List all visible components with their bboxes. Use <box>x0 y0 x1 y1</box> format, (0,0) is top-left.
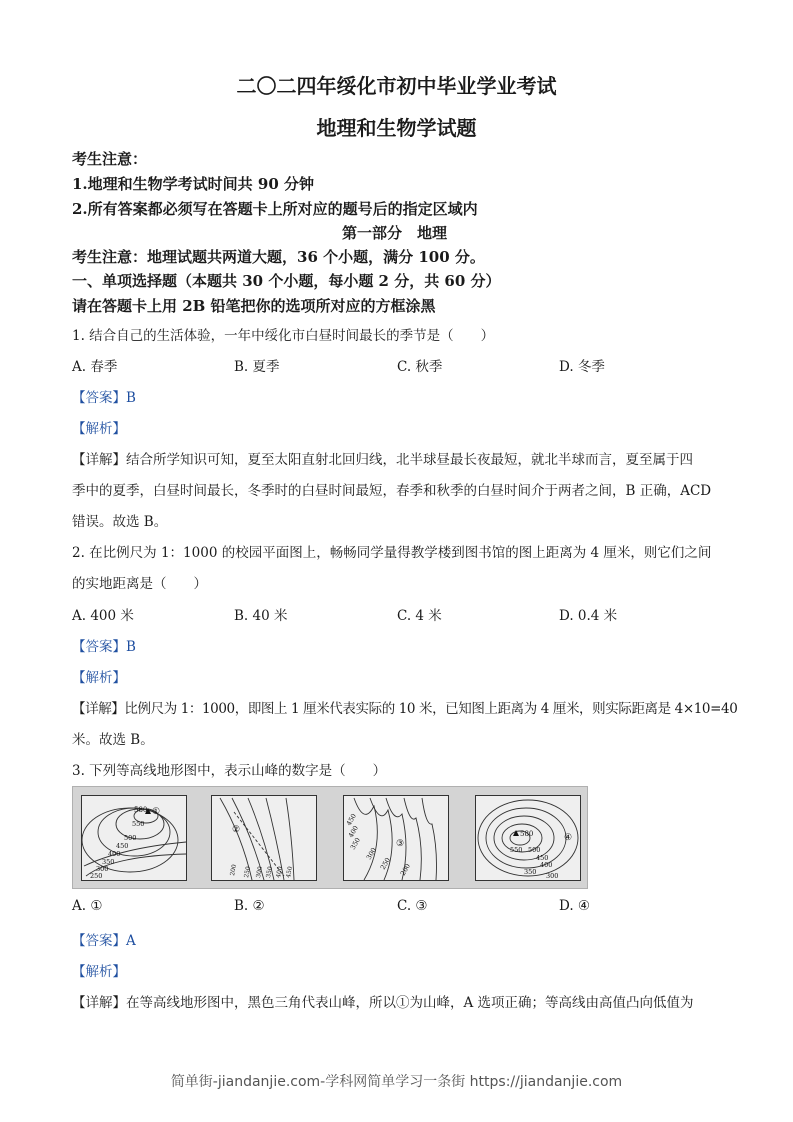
contour-label: 300 <box>96 865 109 873</box>
contour-label: 450 <box>344 812 358 827</box>
contour-label: 400 <box>346 824 360 839</box>
marker-1: ① <box>152 807 161 817</box>
q2-option-a: A. 400 米 <box>72 608 134 624</box>
marker-2: ② <box>232 825 241 835</box>
q1-detail-line-2: 季中的夏季，白昼时间最长，冬季时的白昼时间最短，春季和秋季的白昼时间介于两者之间，B 正确，ACD <box>72 483 712 499</box>
contour-label: 300 <box>546 872 559 880</box>
contour-label: 580 <box>520 830 534 838</box>
geo-notice: 考生注意：地理试题共两道大题，36 个小题，满分 100 分。 <box>72 248 485 266</box>
q2-stem-line-2: 的实地距离是（ ） <box>72 576 207 592</box>
q3-detail-line-1: 【详解】在等高线地形图中，黑色三角代表山峰，所以①为山峰，A 选项正确；等高线由高值凸向低值为 <box>72 995 694 1011</box>
contour-label: 250 <box>378 856 392 871</box>
q1-option-d: D. 冬季 <box>559 359 605 375</box>
q2-detail-line-2: 米。故选 B。 <box>72 732 154 748</box>
contour-label: 250 <box>90 872 103 880</box>
marker-4: ④ <box>564 833 573 843</box>
contour-label: 400 <box>108 850 121 858</box>
q3-option-c: C. ③ <box>397 898 428 914</box>
contour-label: 580 <box>134 806 148 814</box>
q2-analysis-label: 【解析】 <box>72 670 126 686</box>
q2-option-c: C. 4 米 <box>397 608 442 624</box>
contour-label: 450 <box>285 865 294 879</box>
contour-panel-1 <box>81 795 187 881</box>
q2-detail-line-1: 【详解】比例尺为 1：1000，即图上 1 厘米代表实际的 10 米，已知图上距离为 4 厘米，则实际距离是 4×10=40 <box>72 701 738 717</box>
q2-answer: 【答案】B <box>72 639 136 655</box>
contour-label: 550 <box>510 846 523 854</box>
contour-panel-3 <box>343 795 449 881</box>
q1-option-b: B. 夏季 <box>234 359 280 375</box>
contour-label: 200 <box>229 863 238 877</box>
contour-label: 350 <box>265 865 274 879</box>
q3-option-b: B. ② <box>234 898 265 914</box>
contour-label: 500 <box>124 834 137 842</box>
contour-label: 350 <box>524 868 537 876</box>
notice-line-2: 2.所有答案都必须写在答题卡上所对应的题号后的指定区域内 <box>72 200 478 218</box>
q3-answer: 【答案】A <box>72 933 136 949</box>
contour-panel-2 <box>211 795 317 881</box>
notice-line-1: 1.地理和生物学考试时间共 90 分钟 <box>72 175 314 193</box>
q2-option-d: D. 0.4 米 <box>559 608 618 624</box>
q1-stem: 1. 结合自己的生活体验，一年中绥化市白昼时间最长的季节是（ ） <box>72 328 495 344</box>
contour-label: 500 <box>528 846 541 854</box>
exam-subtitle: 地理和生物学试题 <box>316 116 477 140</box>
q3-stem: 3. 下列等高线地形图中，表示山峰的数字是（ ） <box>72 763 387 779</box>
contour-label: 350 <box>102 858 115 866</box>
q1-option-c: C. 秋季 <box>397 359 443 375</box>
part-heading: 第一部分 地理 <box>342 224 448 242</box>
q1-option-a: A. 春季 <box>72 359 118 375</box>
contour-label: 300 <box>255 865 264 879</box>
contour-label: 300 <box>364 846 378 861</box>
contour-map-figure <box>72 786 588 889</box>
q2-stem-line-1: 2. 在比例尺为 1：1000 的校园平面图上，畅畅同学量得教学楼到图书馆的图上距离为 4 厘米，则它们之间 <box>72 545 712 561</box>
contour-label: 550 <box>132 820 145 828</box>
q1-answer: 【答案】B <box>72 390 136 406</box>
q2-option-b: B. 40 米 <box>234 608 288 624</box>
contour-label: 200 <box>398 862 412 877</box>
contour-label: 450 <box>116 842 129 850</box>
contour-label: 400 <box>540 861 553 869</box>
exam-title: 二〇二四年绥化市初中毕业学业考试 <box>236 74 557 98</box>
contour-panel-4 <box>475 795 581 881</box>
q1-analysis-label: 【解析】 <box>72 421 126 437</box>
footer-watermark: 简单街-jiandanjie.com-学科网简单学习一条街 https://jiandanjie.com <box>170 1074 623 1090</box>
q1-detail-line-3: 错误。故选 B。 <box>72 514 168 530</box>
instruction: 请在答题卡上用 2B 铅笔把你的选项所对应的方框涂黑 <box>72 297 436 315</box>
marker-3: ③ <box>396 839 405 849</box>
q3-option-a: A. ① <box>72 898 103 914</box>
contour-label: 250 <box>243 865 252 879</box>
section-heading: 一、单项选择题（本题共 30 个小题，每小题 2 分，共 60 分） <box>72 272 501 290</box>
contour-label: 350 <box>348 836 362 851</box>
q1-detail-line-1: 【详解】结合所学知识可知，夏至太阳直射北回归线，北半球昼最长夜最短，就北半球而言，夏至属于四 <box>72 452 693 468</box>
notice-heading: 考生注意： <box>72 150 148 168</box>
contour-label: 400 <box>275 865 284 879</box>
q3-option-d: D. ④ <box>559 898 591 914</box>
contour-label: 450 <box>536 854 549 862</box>
q3-analysis-label: 【解析】 <box>72 964 126 980</box>
